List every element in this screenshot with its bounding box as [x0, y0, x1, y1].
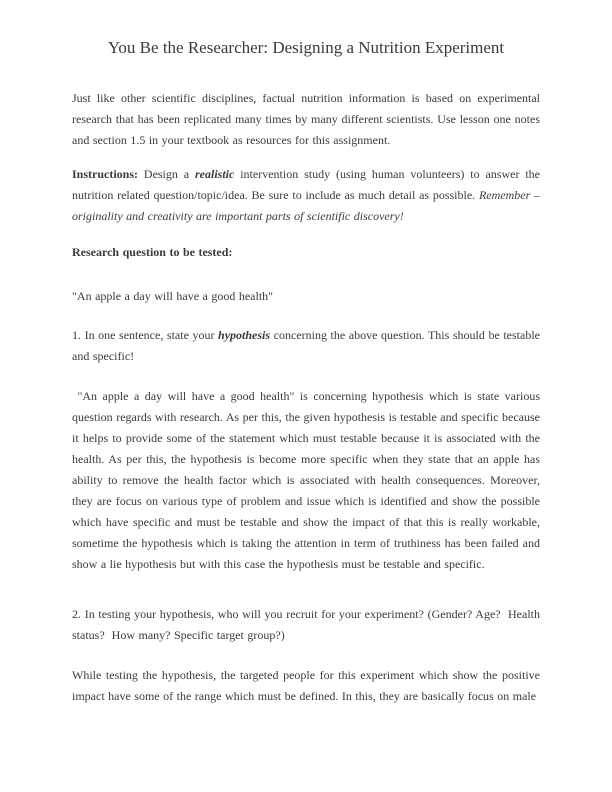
answer-1: [72, 386, 544, 575]
text-run: "An apple a day will have a good health": [72, 289, 274, 303]
text-run: Design a: [138, 167, 195, 181]
answer-2: [72, 665, 544, 707]
question-1: [72, 325, 544, 367]
text-run: Instructions:: [72, 167, 139, 181]
question-2: [72, 604, 544, 646]
instructions-paragraph: [72, 164, 544, 227]
research-question-text: [72, 286, 540, 307]
text-run: While testing the hypothesis, the targeted people for this experiment which show the positive impact have some of the range which must be defined. In this, they are basically focus on male: [72, 668, 544, 703]
research-question-heading: [72, 242, 540, 263]
text-run: 2. In testing your hypothesis, who will you recruit for your experiment? (Gender? Age? Health status? How many? Specific target group?): [72, 607, 544, 642]
text-run: Just like other scientific disciplines, factual nutrition information is based on experimental research that has been replicated many times by many different scientists. Use lesson one notes and section 1.5 in your textbook as resources for this assignment.: [72, 91, 544, 147]
text-run: "An apple a day will have a good health" is concerning hypothesis which is state various question regards with research. As per this, the given hypothesis is testable and specific because it helps to provide some of the statement which must testable because it is associated with the health. As per this, the hypothesis is become more specific when they state that an apple has ability to remove the health factor which is associated with health consequences. Moreover, they are focus on various type of problem and issue which is identified and show the possible which have specific and must be testable and show the impact of that this is really workable, sometime the hypothesis which is taking the attention in term of truthiness has been failed and show a lie hypothesis but with this case the hypothesis must be testable and specific.: [72, 389, 544, 571]
document-title: You Be the Researcher: Designing a Nutrition Experiment: [107, 38, 505, 57]
intro-paragraph: [72, 88, 544, 151]
text-run: 1. In one sentence, state your: [72, 328, 219, 342]
text-run: Research question to be tested:: [72, 245, 233, 259]
text-run: intervention study (using human volunteers) to answer the nutrition related question/topic/idea. Be sure to include as much detail as possible.: [72, 167, 544, 202]
text-run: hypothesis: [218, 328, 271, 342]
text-run: realistic: [195, 167, 235, 181]
text-run: Remember – originality and creativity are important parts of scientific discovery!: [72, 188, 544, 223]
text-run: concerning the above question. This should be testable and specific!: [72, 328, 544, 363]
